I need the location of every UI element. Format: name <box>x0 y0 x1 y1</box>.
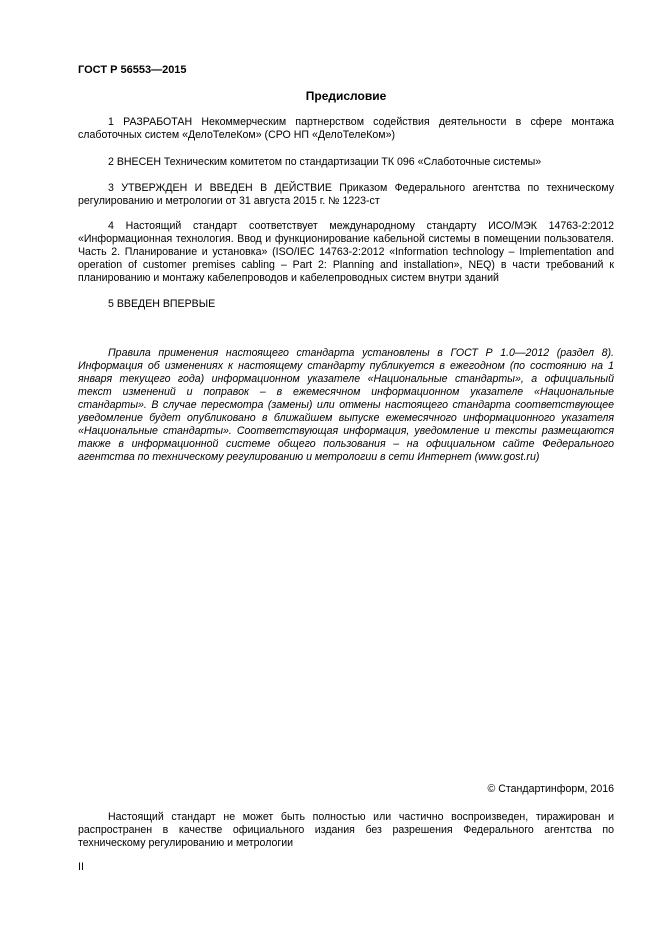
rules-notice: Правила применения настоящего стандарта установлены в ГОСТ Р 1.0—2012 (раздел 8). Информация об изменениях к настоящему стандарту публикуется в ежегодном (по состоянию на 1 января текущего года) информационном указателе «Национальные стандарты», а официальный текст изменений и поправок – в ежемесячном информационном указателе «Национальные стандарты». В случае пересмотра (замены) или отмены настоящего стандарта соответствующее уведомление будет опубликовано в ближайшем выпуске ежемесячного информационного указателя «Национальные стандарты». Соответствующая информация, уведомление и тексты размещаются также в информационной системе общего пользования – на официальном сайте Федерального агентства по техническому регулированию и метрологии в сети Интернет (www.gost.ru) <box>78 347 614 463</box>
paragraph-introduced: 5 ВВЕДЕН ВПЕРВЫЕ <box>108 298 216 310</box>
paragraph-developed: 1 РАЗРАБОТАН Некоммерческим партнерством содействия деятельности в сфере монтажа слаботочных систем «ДелоТелеКом» (СРО НП «ДелоТелеКом») <box>78 116 614 141</box>
paragraph-correspondence: 4 Настоящий стандарт соответствует международному стандарту ИСО/МЭК 14763-2:2012 «Информационная технология. Ввод и функционирование кабельной системы в помещении пользователя. Часть 2. Планирование и установка» (ISO/IEC 14763-2:2012 «Information technology – Implementation and operation of customer premises cabling – Part 2: Planning and installation», NEQ) в части требований к планированию и монтажу кабелепроводов и кабелепроводных систем внутри зданий <box>78 220 614 284</box>
standard-code: ГОСТ Р 56553—2015 <box>78 64 187 76</box>
section-title: Предисловие <box>305 89 387 103</box>
paragraph-approved: 3 УТВЕРЖДЕН И ВВЕДЕН В ДЕЙСТВИЕ Приказом Федерального агентства по техническому регулированию и метрологии от 31 августа 2015 г. № 1223-ст <box>78 182 614 207</box>
copyright-line: © Стандартинформ, 2016 <box>487 783 614 795</box>
page-number: II <box>78 861 84 873</box>
paragraph-submitted: 2 ВНЕСЕН Техническим комитетом по стандартизации ТК 096 «Слаботочные системы» <box>108 156 542 168</box>
reproduction-notice: Настоящий стандарт не может быть полностью или частично воспроизведен, тиражирован и распространен в качестве официального издания без разрешения Федерального агентства по техническому регулированию и метрологии <box>78 811 614 849</box>
